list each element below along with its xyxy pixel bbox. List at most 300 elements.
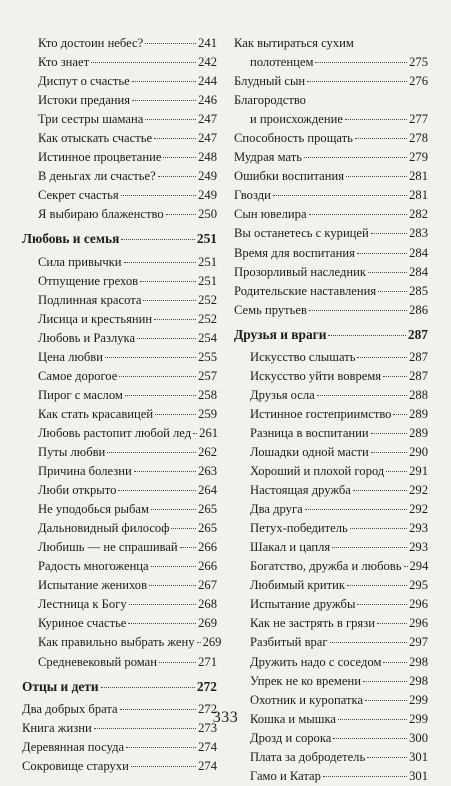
dot-leader [158, 176, 196, 177]
toc-entry[interactable] [22, 205, 217, 224]
entry-title: Как стать красавицей [38, 406, 154, 421]
entry-title: Способность прощать [234, 131, 353, 146]
entry-page: 287 [409, 349, 428, 364]
toc-entry[interactable] [234, 595, 428, 614]
entry-page: 282 [409, 207, 428, 222]
dot-leader [143, 300, 196, 301]
dot-leader [330, 642, 408, 643]
toc-entry[interactable] [22, 500, 217, 519]
entry-page: 298 [409, 673, 428, 688]
entry-page: 290 [409, 444, 428, 459]
dot-leader [107, 452, 196, 453]
entry-title: Два добрых брата [22, 701, 118, 716]
toc-entry[interactable] [234, 691, 428, 710]
dot-leader [151, 566, 196, 567]
entry-page: 266 [198, 540, 217, 555]
entry-title: Упрек не ко времени [250, 673, 361, 688]
toc-entry[interactable] [234, 538, 428, 557]
entry-title: Отпущение грехов [38, 273, 139, 288]
toc-section-heading[interactable] [234, 325, 428, 344]
dot-leader [159, 662, 196, 663]
entry-title: и происхождение [250, 112, 343, 127]
toc-entry[interactable] [234, 462, 428, 481]
dot-leader [149, 585, 196, 586]
entry-page: 281 [409, 188, 428, 203]
entry-page: 293 [409, 540, 428, 555]
dot-leader [118, 490, 196, 491]
entry-page: 268 [198, 597, 217, 612]
entry-page: 299 [409, 711, 428, 726]
toc-entry[interactable] [234, 53, 428, 72]
entry-page: 254 [198, 330, 217, 345]
toc-entry[interactable] [22, 462, 217, 481]
entry-title: Искусство слышать [250, 349, 356, 364]
dot-leader [367, 757, 407, 758]
entry-page: 294 [409, 559, 429, 574]
entry-title: Куриное счастье [38, 616, 127, 631]
toc-entry[interactable] [22, 519, 217, 538]
dot-leader [368, 272, 407, 273]
toc-entry[interactable] [234, 767, 428, 786]
toc-entry[interactable] [234, 148, 428, 167]
toc-entry[interactable] [22, 443, 217, 462]
entry-title: Любовь и Разлука [38, 330, 136, 345]
dot-leader [347, 585, 407, 586]
section-page: 287 [407, 326, 428, 342]
entry-title: Как правильно выбрать жену [38, 635, 195, 650]
dot-leader [333, 738, 407, 739]
entry-page: 252 [198, 311, 217, 326]
toc-entry[interactable] [234, 186, 428, 205]
entry-page: 281 [409, 169, 428, 184]
entry-page: 297 [409, 635, 428, 650]
toc-entry[interactable] [22, 129, 217, 148]
entry-page: 263 [198, 464, 217, 479]
entry-title: Секрет счастья [38, 188, 119, 203]
entry-page: 246 [198, 93, 217, 108]
dot-leader [119, 376, 196, 377]
entry-title: Сын ювелира [234, 207, 307, 222]
entry-title: Ошибки воспитания [234, 169, 345, 184]
entry-page: 296 [409, 597, 428, 612]
dot-leader [305, 509, 407, 510]
entry-title: Люби открыто [38, 483, 117, 498]
entry-page: 265 [198, 521, 217, 536]
section-title: Любовь и семья [22, 231, 120, 247]
toc-entry[interactable] [234, 167, 428, 186]
entry-page: 285 [409, 283, 428, 298]
entry-page: 259 [198, 406, 217, 421]
entry-page: 262 [198, 444, 217, 459]
entry-title: Дрозд и сорока [250, 730, 332, 745]
entry-title: Гамо и Катар [250, 768, 321, 783]
entry-title: Богатство, дружба и любовь [250, 559, 402, 574]
dot-leader [166, 214, 196, 215]
entry-title: Любишь — не спрашивай [38, 540, 178, 555]
toc-entry[interactable] [22, 576, 217, 595]
entry-page: 301 [409, 749, 428, 764]
toc-entry[interactable] [22, 738, 217, 757]
entry-page: 247 [198, 131, 217, 146]
entry-title: Истинное гостеприимство [250, 406, 392, 421]
toc-entry[interactable] [22, 310, 217, 329]
dot-leader [355, 138, 407, 139]
entry-title: Подлинная красота [38, 292, 142, 307]
dot-leader [132, 81, 196, 82]
dot-leader [171, 528, 196, 529]
section-title: Друзья и враги [234, 326, 327, 342]
dot-leader [121, 239, 195, 240]
toc-entry[interactable] [234, 481, 428, 500]
entry-page: 264 [198, 483, 217, 498]
entry-title: Не уподобься рыбам [38, 502, 149, 517]
entry-page: 291 [409, 464, 428, 479]
dot-leader [323, 776, 407, 777]
dot-leader [404, 566, 408, 567]
dot-leader [363, 681, 407, 682]
entry-page: 251 [198, 273, 217, 288]
entry-title: Кошка и мышка [250, 711, 336, 726]
entry-page: 284 [409, 264, 428, 279]
entry-page: 299 [409, 692, 428, 707]
entry-page: 298 [409, 654, 428, 669]
entry-title: Время для воспитания [234, 245, 355, 260]
entry-title: Хороший и плохой город [250, 464, 385, 479]
dot-leader [154, 319, 196, 320]
entry-page: 267 [198, 578, 217, 593]
toc-entry[interactable] [234, 110, 428, 129]
entry-page: 276 [409, 74, 428, 89]
dot-leader [134, 471, 196, 472]
dot-leader [128, 623, 196, 624]
entry-page: 279 [409, 150, 428, 165]
toc-left-column [22, 34, 222, 776]
entry-page: 252 [198, 292, 217, 307]
entry-page: 247 [198, 112, 217, 127]
page-number: 333 [212, 709, 239, 726]
entry-title: Дружить надо с соседом [250, 654, 382, 669]
dot-leader [145, 119, 196, 120]
dot-leader [317, 395, 407, 396]
entry-page: 295 [409, 578, 428, 593]
entry-page: 275 [409, 55, 428, 70]
toc-entry[interactable] [234, 614, 428, 633]
entry-page: 251 [198, 254, 217, 269]
dot-leader [371, 433, 407, 434]
toc-entry-wrapped-line[interactable] [234, 91, 428, 110]
dot-leader [353, 490, 407, 491]
entry-title: Плата за добродетель [250, 749, 366, 764]
dot-leader [357, 604, 407, 605]
entry-title: Кто знает [38, 55, 90, 70]
dot-leader [377, 623, 407, 624]
entry-page: 242 [198, 55, 217, 70]
entry-title: Мудрая мать [234, 150, 303, 165]
toc-entry[interactable] [22, 167, 217, 186]
dot-leader [371, 452, 407, 453]
entry-title: Средневековый роман [38, 654, 157, 669]
toc-entry[interactable] [234, 672, 428, 691]
dot-leader [126, 747, 196, 748]
entry-page: 272 [198, 701, 217, 716]
entry-title: Испытание женихов [38, 578, 148, 593]
entry-page: 273 [198, 720, 217, 735]
entry-title: Лисица и крестьянин [38, 311, 153, 326]
toc-entry[interactable] [234, 576, 428, 595]
section-page: 251 [196, 231, 217, 247]
entry-page: 249 [198, 188, 217, 203]
entry-title: Как вытираться сухим [234, 36, 354, 50]
entry-page: 248 [198, 150, 217, 165]
toc-right-column [234, 34, 428, 786]
entry-page: 292 [409, 483, 428, 498]
toc-entry[interactable] [22, 405, 217, 424]
entry-title: Диспут о счастье [38, 74, 130, 89]
entry-page: 289 [409, 406, 428, 421]
entry-title: Разница в воспитании [250, 425, 369, 440]
toc-entry[interactable] [22, 72, 217, 91]
dot-leader [132, 100, 196, 101]
toc-entry[interactable] [234, 348, 428, 367]
entry-title: полотенцем [250, 55, 314, 70]
entry-title: Два друга [250, 502, 303, 517]
entry-page: 266 [198, 559, 217, 574]
dot-leader [304, 157, 407, 158]
toc-entry[interactable] [234, 205, 428, 224]
dot-leader [193, 433, 197, 434]
entry-page: 283 [409, 226, 428, 241]
dot-leader [307, 81, 407, 82]
entry-page: 277 [409, 112, 428, 127]
entry-title: Семь прутьев [234, 302, 307, 317]
dot-leader [309, 310, 407, 311]
entry-page: 274 [198, 758, 217, 773]
dot-leader [332, 547, 407, 548]
entry-title: Гвозди [234, 188, 271, 203]
dot-leader [345, 119, 407, 120]
entry-page: 278 [409, 131, 428, 146]
entry-title: Охотник и куропатка [250, 692, 364, 707]
entry-title: Я выбираю блаженство [38, 207, 164, 222]
toc-entry[interactable] [22, 595, 217, 614]
entry-title: Причина болезни [38, 464, 132, 479]
toc-entry[interactable] [234, 72, 428, 91]
toc-section-heading[interactable] [22, 229, 217, 248]
dot-leader [378, 291, 407, 292]
entry-page: 257 [198, 368, 217, 383]
entry-page: 244 [198, 74, 217, 89]
dot-leader [94, 728, 196, 729]
dot-leader [105, 357, 196, 358]
dot-leader [383, 376, 407, 377]
entry-title: Сила привычки [38, 254, 122, 269]
entry-title: Петух-победитель [250, 521, 348, 536]
dot-leader [163, 157, 196, 158]
toc-entry[interactable] [234, 424, 428, 443]
entry-title: Благородство [234, 93, 306, 108]
toc-entry[interactable] [234, 405, 428, 424]
section-page: 272 [196, 678, 217, 694]
entry-title: Радость многоженца [38, 559, 149, 574]
dot-leader [386, 471, 407, 472]
entry-page: 300 [409, 730, 428, 745]
entry-page: 255 [198, 349, 217, 364]
entry-page: 301 [409, 768, 428, 783]
entry-page: 271 [198, 654, 217, 669]
entry-page: 293 [409, 521, 428, 536]
toc-entry[interactable] [22, 253, 217, 272]
toc-entry[interactable] [234, 557, 428, 576]
entry-page: 258 [198, 387, 217, 402]
dot-leader [154, 138, 196, 139]
dot-leader [145, 43, 196, 44]
entry-title: Книга жизни [22, 720, 92, 735]
entry-title: Лошадки одной масти [250, 444, 369, 459]
toc-entry[interactable] [234, 224, 428, 243]
toc-entry[interactable] [234, 729, 428, 748]
entry-page: 265 [198, 502, 217, 517]
toc-entry[interactable] [234, 633, 428, 652]
dot-leader [315, 62, 407, 63]
dot-leader [350, 528, 407, 529]
dot-leader [383, 662, 407, 663]
toc-entry[interactable] [234, 519, 428, 538]
dot-leader [151, 509, 196, 510]
dot-leader [357, 357, 407, 358]
dot-leader [371, 233, 407, 234]
entry-title: Самое дорогое [38, 368, 118, 383]
toc-entry[interactable] [22, 329, 217, 348]
entry-page: 269 [198, 616, 217, 631]
entry-title: Родительские наставления [234, 283, 377, 298]
entry-title: Сокровище старухи [22, 758, 129, 773]
toc-entry[interactable] [22, 614, 217, 633]
entry-page: 296 [409, 616, 428, 631]
entry-title: Лестница к Богу [38, 597, 127, 612]
entry-page: 286 [409, 302, 428, 317]
dot-leader [137, 338, 196, 339]
toc-entry[interactable] [22, 424, 217, 443]
entry-title: Цена любви [38, 349, 103, 364]
toc-entry[interactable] [234, 244, 428, 263]
toc-entry[interactable] [234, 500, 428, 519]
entry-page: 284 [409, 245, 428, 260]
dot-leader [101, 687, 195, 688]
toc-entry[interactable] [22, 91, 217, 110]
entry-title: Настоящая дружба [250, 483, 351, 498]
entry-title: Как не застрять в грязи [250, 616, 375, 631]
entry-title: Блудный сын [234, 74, 306, 89]
dot-leader [140, 281, 196, 282]
toc-entry-wrapped-line[interactable] [234, 34, 428, 53]
toc-entry[interactable] [234, 263, 428, 282]
toc-entry[interactable] [234, 748, 428, 767]
toc-entry[interactable] [234, 129, 428, 148]
entry-title: Вы останетесь с курицей [234, 226, 369, 241]
entry-title: Испытание дружбы [250, 597, 356, 612]
toc-entry[interactable] [22, 186, 217, 205]
toc-entry[interactable] [22, 757, 217, 776]
entry-page: 249 [198, 169, 217, 184]
entry-title: Друзья осла [250, 387, 315, 402]
dot-leader [357, 253, 407, 254]
dot-leader [393, 414, 407, 415]
entry-title: Деревянная посуда [22, 739, 125, 754]
toc-entry[interactable] [22, 386, 217, 405]
entry-title: Любимый критик [250, 578, 345, 593]
toc-entry[interactable] [22, 272, 217, 291]
dot-leader [309, 214, 408, 215]
dot-leader [365, 700, 407, 701]
entry-page: 287 [409, 368, 428, 383]
toc-entry[interactable] [22, 367, 217, 386]
dot-leader [155, 414, 196, 415]
toc-entry[interactable] [234, 367, 428, 386]
dot-leader [273, 195, 407, 196]
dot-leader [124, 262, 197, 263]
toc-entry[interactable] [22, 34, 217, 53]
dot-leader [328, 335, 405, 336]
toc-entry[interactable] [22, 53, 217, 72]
dot-leader [91, 62, 196, 63]
entry-title: В деньгах ли счастье? [38, 169, 156, 184]
entry-page: 289 [409, 425, 428, 440]
entry-title: Кто достоин небес? [38, 36, 144, 50]
entry-page: 292 [409, 502, 428, 517]
entry-title: Разбитый враг [250, 635, 328, 650]
toc-entry[interactable] [22, 538, 217, 557]
entry-page: 241 [198, 36, 217, 50]
toc-entry[interactable] [22, 557, 217, 576]
toc-group [22, 253, 222, 672]
toc-entry[interactable] [22, 633, 222, 652]
toc-group [234, 129, 428, 319]
toc-entry[interactable] [234, 443, 428, 462]
toc-entry[interactable] [234, 653, 428, 672]
entry-title: Пирог с маслом [38, 387, 123, 402]
entry-page: 288 [409, 387, 428, 402]
entry-title: Дальновидный философ [38, 521, 170, 536]
dot-leader [129, 604, 196, 605]
entry-title: Путы любви [38, 444, 106, 459]
entry-title: Истоки предания [38, 93, 131, 108]
toc-entry[interactable] [234, 282, 428, 301]
entry-title: Как отыскать счастье [38, 131, 153, 146]
dot-leader [125, 395, 196, 396]
toc-group [22, 34, 217, 224]
entry-title: Шакал и цапля [250, 540, 331, 555]
toc-entry[interactable] [234, 301, 428, 320]
entry-title: Истинное процветание [38, 150, 162, 165]
entry-title: Прозорливый наследник [234, 264, 366, 279]
toc-entry[interactable] [22, 481, 217, 500]
toc-entry[interactable] [22, 148, 217, 167]
toc-entry[interactable] [22, 110, 217, 129]
entry-title: Три сестры шамана [38, 112, 144, 127]
dot-leader [180, 547, 196, 548]
dot-leader [346, 176, 407, 177]
entry-page: 250 [198, 207, 217, 222]
section-title: Отцы и дети [22, 678, 99, 694]
toc-entry[interactable] [22, 291, 217, 310]
dot-leader [121, 195, 196, 196]
toc-entry[interactable] [22, 653, 217, 672]
toc-section-heading[interactable] [22, 677, 217, 696]
dot-leader [131, 766, 196, 767]
entry-page: 261 [199, 425, 219, 440]
toc-entry[interactable] [22, 348, 217, 367]
toc-entry[interactable] [234, 386, 428, 405]
